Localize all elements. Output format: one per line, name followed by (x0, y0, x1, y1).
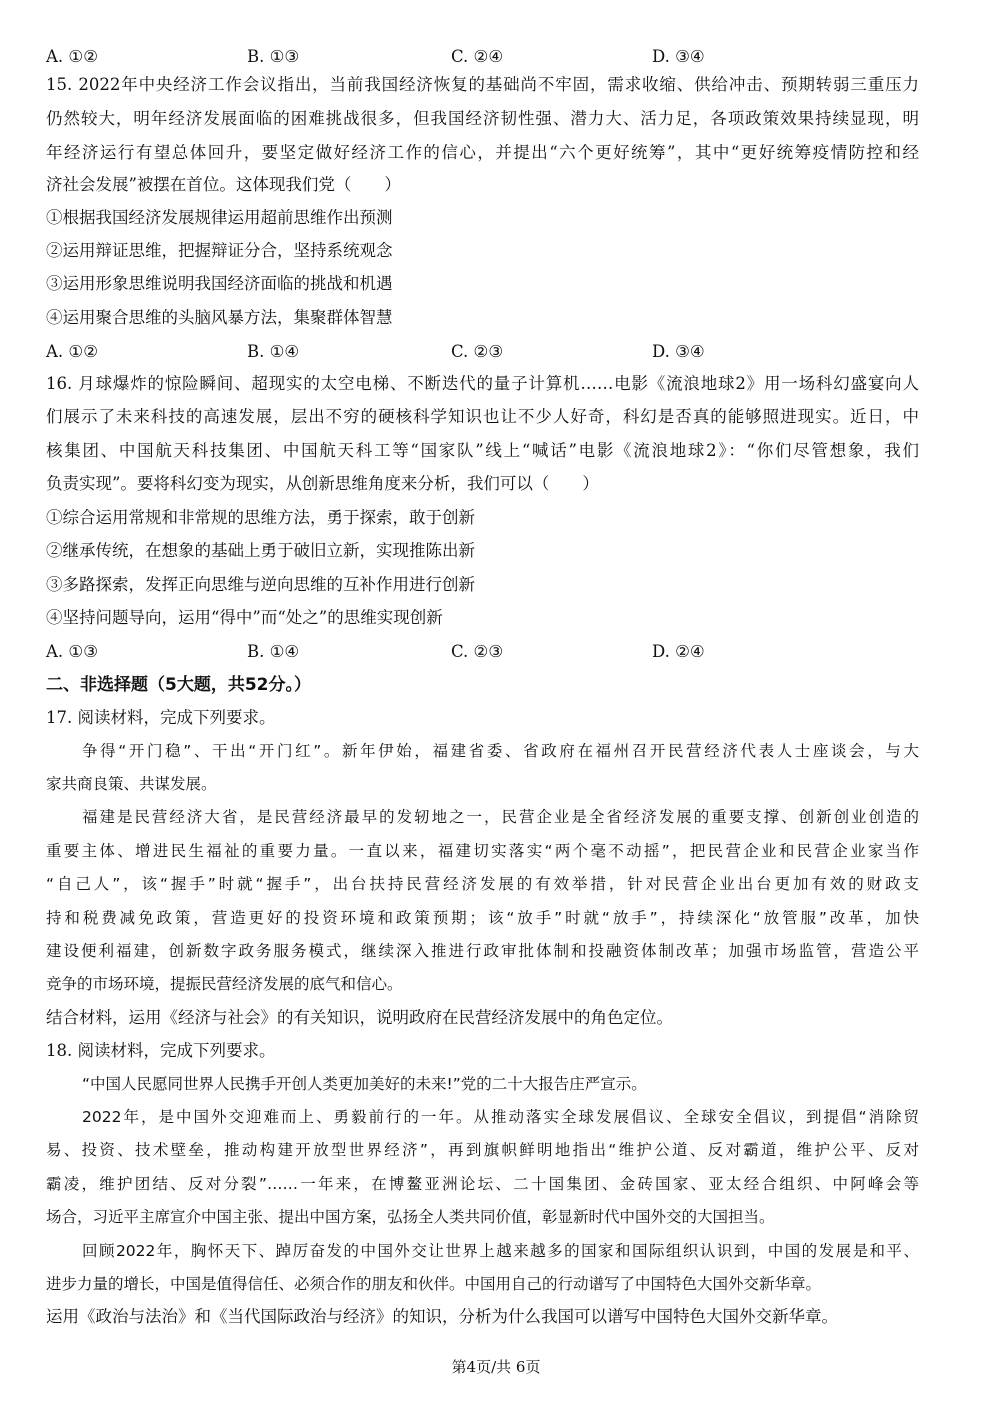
q15-stem-line: 济社会发展”被摆在首位。这体现我们党（ ） (46, 175, 401, 194)
option-c: C. ②④ (451, 47, 504, 66)
q15-options (46, 341, 926, 363)
q16-stem-line: 们展示了未来科技的高速发展，层出不穷的硬核科学知识也让不少人好奇，科幻是否真的能够照进现实。近日，中 (46, 407, 919, 426)
option-b: B. ①④ (247, 342, 300, 361)
q18-question: 运用《政治与法治》和《当代国际政治与经济》的知识，分析为什么我国可以谱写中国特色大国外交新华章。 (46, 1307, 838, 1326)
q18-material-line: 回顾2022年，胸怀天下、踔厉奋发的中国外交让世界上越来越多的国家和国际组织认识到，中国的发展是和平、 (82, 1242, 919, 1260)
q17-material-line: 竞争的市场环境，提振民营经济发展的底气和信心。 (46, 975, 403, 993)
q15-stem-line: 仍然较大，明年经济发展面临的困难挑战很多，但我国经济韧性强、潜力大、活力足，各项政策效果持续显现，明 (46, 109, 919, 128)
option-a: A. ①② (46, 342, 98, 361)
q16-item: ④坚持问题导向，运用“得中”而“处之”的思维实现创新 (46, 608, 443, 627)
q17-material-line: 重要主体、增进民生福祉的重要力量。一直以来，福建切实落实“两个毫不动摇”，把民营企业和民营企业家当作 (46, 842, 919, 860)
q18-material-line: 霸凌，维护团结、反对分裂”……一年来，在博鳌亚洲论坛、二十国集团、金砖国家、亚太经合组织、中阿峰会等 (46, 1175, 919, 1193)
q18-material-line: 场合，习近平主席宣介中国主张、提出中国方案，弘扬全人类共同价值，彰显新时代中国外交的大国担当。 (46, 1208, 775, 1226)
q17-question: 结合材料，运用《经济与社会》的有关知识，说明政府在民营经济发展中的角色定位。 (46, 1008, 673, 1027)
q15-item: ②运用辩证思维，把握辩证分合，坚持系统观念 (46, 241, 393, 260)
q18-material-line: 2022年，是中国外交迎难而上、勇毅前行的一年。从推动落实全球发展倡议、全球安全倡议，到提倡“消除贸 (82, 1108, 919, 1126)
page-number: 第4页/共 6页 (451, 1358, 541, 1376)
option-c: C. ②③ (451, 642, 504, 661)
q17-title: 17. 阅读材料，完成下列要求。 (46, 708, 276, 727)
q15-item: ①根据我国经济发展规律运用超前思维作出预测 (46, 208, 393, 227)
q15-stem-line: 年经济运行有望总体回升，要坚定做好经济工作的信心，并提出“六个更好统筹”，其中“更好统筹疫情防控和经 (46, 143, 919, 162)
q16-stem-line: 核集团、中国航天科技集团、中国航天科工等“国家队”线上“喊话”电影《流浪地球2》：“你们尽管想象，我们 (46, 441, 919, 460)
option-d: D. ③④ (652, 342, 705, 361)
q17-material-line: 争得“开门稳”、干出“开门红”。新年伊始，福建省委、省政府在福州召开民营经济代表人士座谈会，与大 (82, 742, 919, 760)
q18-material-line: 进步力量的增长，中国是值得信任、必须合作的朋友和伙伴。中国用自己的行动谱写了中国特色大国外交新华章。 (46, 1275, 822, 1293)
q17-material-line: 持和税费减免政策，营造更好的投资环境和政策预期；该“放手”时就“放手”，持续深化“放管服”改革，加快 (46, 909, 919, 927)
q18-material-line: 易、投资、技术壁垒，推动构建开放型世界经济”，再到旗帜鲜明地指出“维护公道、反对霸道，维护公平、反对 (46, 1141, 919, 1159)
q15-stem-line: 15. 2022年中央经济工作会议指出，当前我国经济恢复的基础尚不牢固，需求收缩、供给冲击、预期转弱三重压力 (46, 75, 919, 94)
q18-material-line: “中国人民愿同世界人民携手开创人类更加美好的未来!”党的二十大报告庄严宣示。 (82, 1075, 647, 1093)
q16-item: ③多路探索，发挥正向思维与逆向思维的互补作用进行创新 (46, 575, 475, 594)
option-a: A. ①③ (46, 642, 98, 661)
q17-material-line: 建设便利福建，创新数字政务服务模式，继续深入推进行政审批体制和投融资体制改革；加强市场监管，营造公平 (46, 942, 919, 960)
option-c: C. ②③ (451, 342, 504, 361)
q16-item: ①综合运用常规和非常规的思维方法，勇于探索，敢于创新 (46, 508, 475, 527)
q16-stem-line: 16. 月球爆炸的惊险瞬间、超现实的太空电梯、不断迭代的量子计算机……电影《流浪地球2》用一场科幻盛宴向人 (46, 374, 919, 393)
option-b: B. ①③ (247, 47, 300, 66)
option-a: A. ①② (46, 47, 98, 66)
q16-stem-line: 负责实现”。要将科幻变为现实，从创新思维角度来分析，我们可以（ ） (46, 474, 599, 493)
q16-item: ②继承传统，在想象的基础上勇于破旧立新，实现推陈出新 (46, 541, 475, 560)
q17-material-line: 家共商良策、共谋发展。 (46, 775, 217, 793)
option-d: D. ②④ (652, 642, 705, 661)
q15-item: ③运用形象思维说明我国经济面临的挑战和机遇 (46, 274, 393, 293)
q18-title: 18. 阅读材料，完成下列要求。 (46, 1041, 276, 1060)
option-d: D. ③④ (652, 47, 705, 66)
section-heading: 二、非选择题（5大题，共52分。） (46, 675, 311, 695)
option-b: B. ①④ (247, 642, 300, 661)
q17-material-line: 福建是民营经济大省，是民营经济最早的发轫地之一，民营企业是全省经济发展的重要支撑、创新创业创造的 (82, 808, 919, 826)
q17-material-line: “自己人”，该“握手”时就“握手”，出台扶持民营经济发展的有效举措，针对民营企业出台更加有效的财政支 (46, 875, 919, 893)
q15-item: ④运用聚合思维的头脑风暴方法，集聚群体智慧 (46, 308, 393, 327)
q16-options (46, 641, 926, 663)
q14-options (46, 46, 926, 68)
